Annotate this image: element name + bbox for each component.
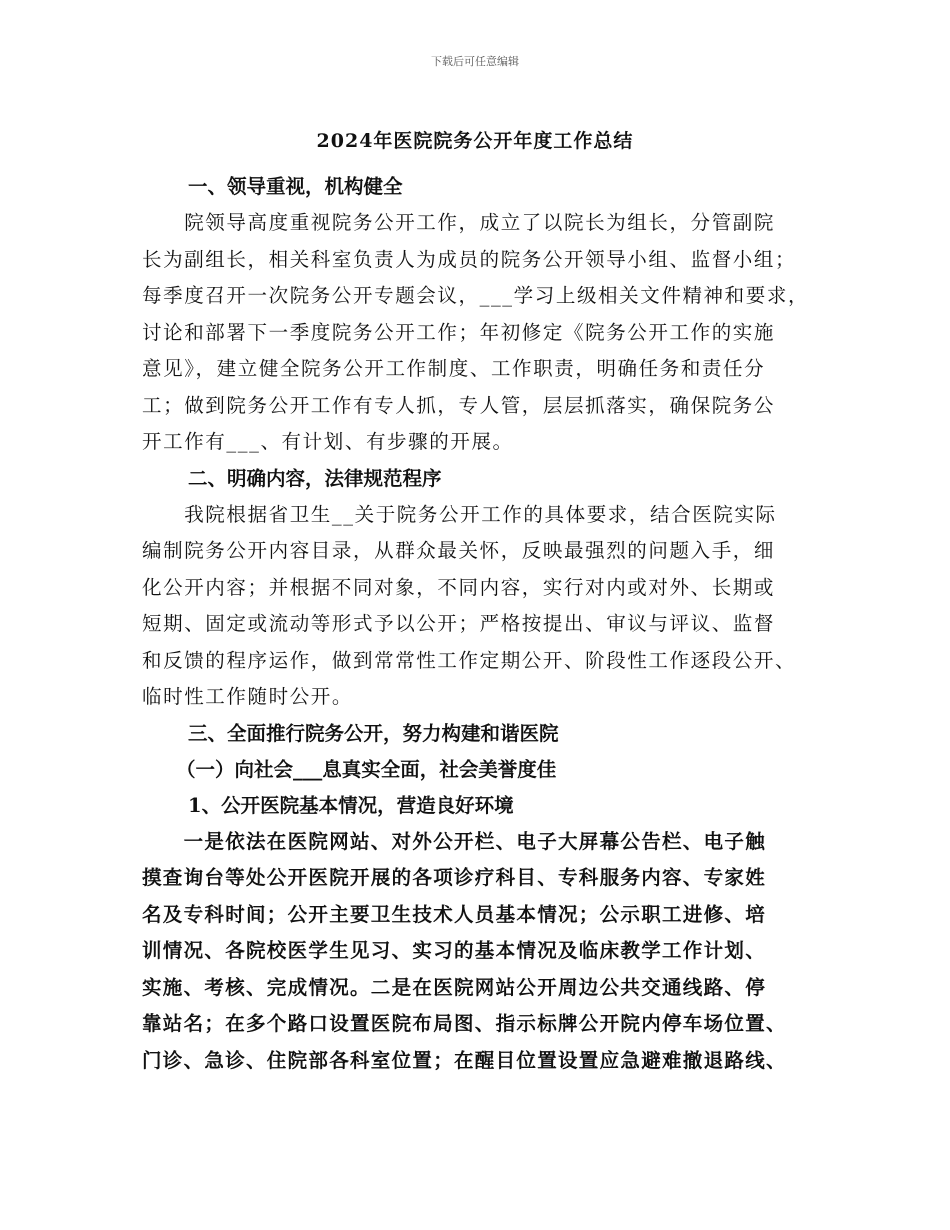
paragraph-line: 训情况、各院校医学生见习、实习的基本情况及临床教学工作计划、 [142, 939, 767, 962]
paragraph-line: 靠站名；在多个路口设置医院布局图、指示标牌公开院内停车场位置、 [142, 1012, 787, 1035]
paragraph-line: 摸查询台等处公开医院开展的各项诊疗科目、专科服务内容、专家姓 [142, 866, 767, 889]
paragraph-line: 实施、考核、完成情况。二是在医院网站公开周边公共交通线路、停 [142, 975, 767, 999]
paragraph-line: 讨论和部署下一季度院务公开工作；年初修定《院务公开工作的实施 [142, 320, 776, 344]
paragraph-line: 我院根据省卫生__关于院务公开工作的具体要求，结合医院实际 [142, 502, 777, 526]
paragraph-line: 临时性工作随时公开。 [142, 685, 354, 708]
section-2-heading: 二、明确内容，法律规范程序 [188, 466, 442, 490]
section-3-item-heading: 1、公开医院基本情况，营造良好环境 [188, 793, 514, 817]
header-note: 下载后可任意编辑 [431, 55, 519, 68]
section-2-paragraph [142, 497, 832, 716]
paragraph-line: 化公开内容；并根据不同对象，不同内容，实行对内或对外、长期或 [142, 575, 776, 599]
paragraph-line: 每季度召开一次院务公开专题会议，___学习上级相关文件精神和要求， [142, 284, 810, 307]
paragraph-line: 短期、固定或流动等形式予以公开；严格按提出、审议与评议、监督 [142, 612, 776, 635]
section-3-heading: 三、全面推行院务公开，努力构建和谐医院 [188, 721, 559, 745]
section-3-subheading: （一）向社会___息真实全面，社会美誉度佳 [176, 757, 557, 781]
document-title: 2024年医院院务公开年度工作总结 [316, 130, 634, 152]
paragraph-line: 长为副组长，相关科室负责人为成员的院务公开领导小组、监督小组； [142, 247, 797, 271]
paragraph-line: 名及专科时间；公开主要卫生技术人员基本情况；公示职工进修、培 [142, 902, 767, 926]
paragraph-line: 编制院务公开内容目录，从群众最关怀，反映最强烈的问题入手，细 [142, 539, 776, 562]
paragraph-line: 门诊、急诊、住院部各科室位置；在醒目位置设置应急避难撤退路线、 [142, 1048, 787, 1072]
paragraph-line: 院领导高度重视院务公开工作，成立了以院长为组长，分管副院 [142, 211, 776, 234]
paragraph-line: 和反馈的程序运作，做到常常性工作定期公开、阶段性工作逐段公开、 [142, 648, 797, 672]
section-1-heading: 一、领导重视，机构健全 [188, 175, 403, 198]
paragraph-line: 一是依法在医院网站、对外公开栏、电子大屏幕公告栏、电子触 [142, 829, 767, 853]
paragraph-line: 开工作有___、有计划、有步骤的开展。 [142, 430, 514, 453]
section-1-paragraph [142, 205, 832, 461]
document-body [142, 169, 832, 1079]
paragraph-line: 工；做到院务公开工作有专人抓，专人管，层层抓落实，确保院务公 [142, 393, 776, 417]
section-3-paragraph [142, 824, 832, 1080]
paragraph-line: 意见》，建立健全院务公开工作制度、工作职责，明确任务和责任分 [142, 357, 766, 380]
